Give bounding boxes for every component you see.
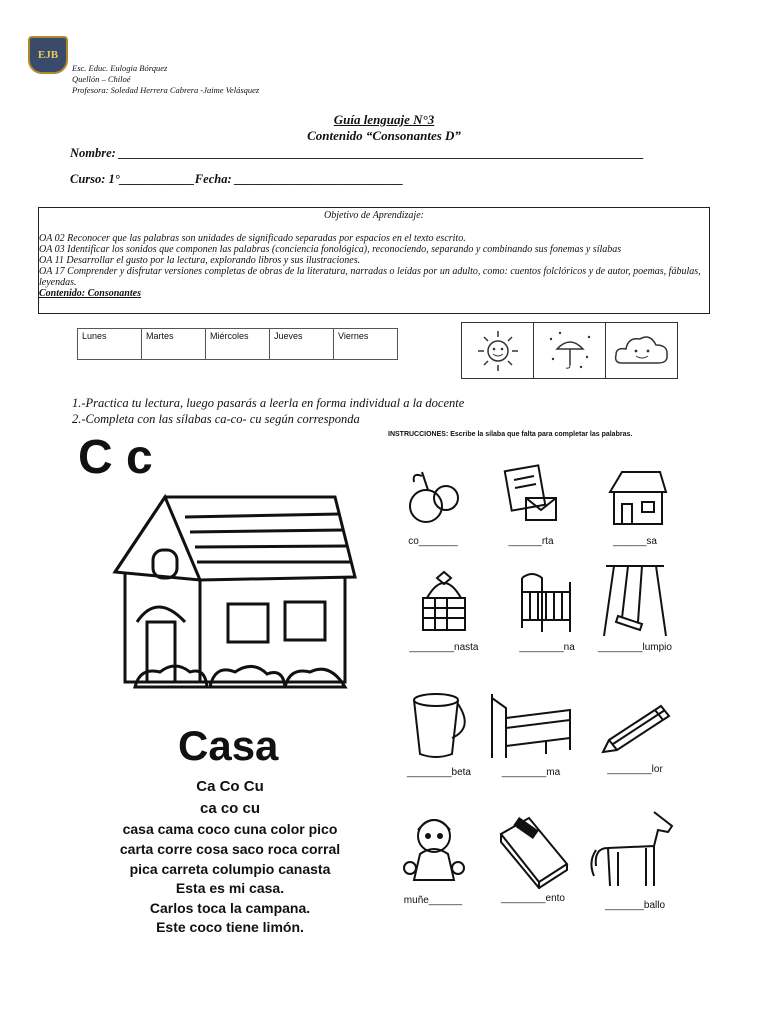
school-name: Esc. Educ. Eulogia Bórquez	[72, 63, 168, 73]
weather-box	[461, 322, 678, 379]
exercise-label[interactable]: co_______	[408, 536, 458, 547]
exercise-item[interactable]	[482, 688, 580, 778]
reading-line: pica carreta columpio canasta	[129, 861, 331, 877]
course-date-line[interactable]: Curso: 1°____________Fecha: ___________________________	[70, 172, 404, 186]
rain-icon[interactable]	[534, 323, 606, 378]
exercise-label[interactable]: ________ma	[501, 767, 561, 778]
bucket-icon	[404, 688, 474, 763]
objective-item: OA 17 Comprender y disfrutar versiones completas de obras de la literatura, narradas o leídas por un adulto, como: cuentos folclóricos y de autor, poemas, fábulas, leyendas.	[39, 266, 701, 288]
guide-content: Contenido “Consonantes D”	[307, 128, 461, 143]
house-icon	[600, 462, 670, 532]
exercise-instruction: INSTRUCCIONES: Escribe la sílaba que falta para completar las palabras.	[388, 431, 633, 438]
school-info	[72, 63, 259, 96]
fruit-icon	[398, 462, 468, 532]
house-illustration	[95, 492, 360, 702]
doll-icon	[398, 806, 468, 891]
school-teachers: Profesora: Soledad Herrera Cabrera -Jaime Velásquez	[72, 85, 260, 95]
exercise-item[interactable]	[395, 568, 493, 653]
day-cell[interactable]: Martes	[142, 329, 206, 360]
book-icon	[493, 814, 573, 889]
day-cell[interactable]: Jueves	[270, 329, 334, 360]
guide-title: Guía lenguaje N°3	[333, 112, 435, 127]
weekday-table	[77, 328, 398, 360]
reading-line: Este coco tiene limón.	[156, 919, 304, 935]
exercise-item[interactable]	[586, 700, 684, 775]
letter-c-heading: C c	[78, 431, 153, 484]
objective-box	[38, 207, 710, 314]
exercise-label[interactable]: ______rta	[508, 536, 554, 547]
sun-icon[interactable]	[462, 323, 534, 378]
instruction-one: 1.-Practica tu lectura, luego pasarás a leerla en forma individual a la docente	[72, 396, 465, 410]
exercise-label[interactable]: ________lor	[607, 764, 663, 775]
school-logo: EJB	[28, 36, 68, 74]
exercise-item[interactable]	[390, 688, 488, 778]
instruction-two: 2.-Completa con las sílabas ca-co- cu según corresponda	[72, 412, 360, 426]
exercise-item[interactable]	[586, 806, 684, 911]
cloud-icon[interactable]	[606, 323, 677, 378]
name-line[interactable]: Nombre: ____________________________________________________________________________________	[70, 146, 644, 160]
objective-heading: Objetivo de Aprendizaje:	[324, 210, 424, 221]
exercise-label[interactable]: ________nasta	[409, 642, 479, 653]
day-cell[interactable]: Lunes	[78, 329, 142, 360]
exercise-label[interactable]: ________lumpio	[598, 642, 672, 653]
school-city: Quellón – Chiloé	[72, 74, 131, 84]
objective-item: OA 11 Desarrollar el gusto por la lectura, explorando libros y sus ilustraciones.	[39, 255, 361, 266]
exercise-item[interactable]	[498, 568, 596, 653]
reading-line: carta corre cosa saco roca corral	[119, 841, 341, 857]
letter-icon	[496, 462, 566, 532]
objective-item: OA 02 Reconocer que las palabras son unidades de significado separadas por espacios en el texto escrito.	[39, 233, 466, 244]
exercise-label[interactable]: ________beta	[407, 767, 471, 778]
objective-item: OA 03 Identificar los sonidos que componen las palabras (conciencia fonológica), reconociendo, separando y combinando sus fonemas y sílabas	[39, 244, 622, 255]
day-cell[interactable]: Viernes	[334, 329, 398, 360]
syllables-upper: Ca Co Cu	[196, 778, 264, 795]
exercise-label[interactable]: ________ento	[501, 893, 565, 904]
exercise-item[interactable]	[484, 814, 582, 904]
exercise-label[interactable]: muñe______	[403, 895, 463, 906]
exercise-item[interactable]	[586, 560, 684, 653]
exercise-label[interactable]: ________na	[519, 642, 575, 653]
objective-content: Contenido: Consonantes	[39, 288, 141, 299]
exercise-item[interactable]	[586, 462, 684, 547]
bed-icon	[486, 688, 576, 763]
exercise-item[interactable]	[384, 806, 482, 906]
reading-line: Esta es mi casa.	[175, 880, 285, 896]
reading-line: casa cama coco cuna color pico	[122, 821, 338, 837]
exercise-item[interactable]	[482, 462, 580, 547]
pencil-icon	[595, 700, 675, 760]
horse-icon	[588, 806, 683, 896]
day-cell[interactable]: Miércoles	[206, 329, 270, 360]
word-casa: Casa	[178, 722, 279, 769]
reading-line: Carlos toca la campana.	[149, 900, 311, 916]
exercise-label[interactable]: ______sa	[613, 536, 657, 547]
crib-icon	[512, 568, 582, 638]
exercise-label[interactable]: _______ballo	[604, 900, 666, 911]
basket-icon	[409, 568, 479, 638]
syllables-lower: ca co cu	[199, 800, 261, 817]
swing-icon	[600, 560, 670, 638]
exercise-item[interactable]	[384, 462, 482, 547]
